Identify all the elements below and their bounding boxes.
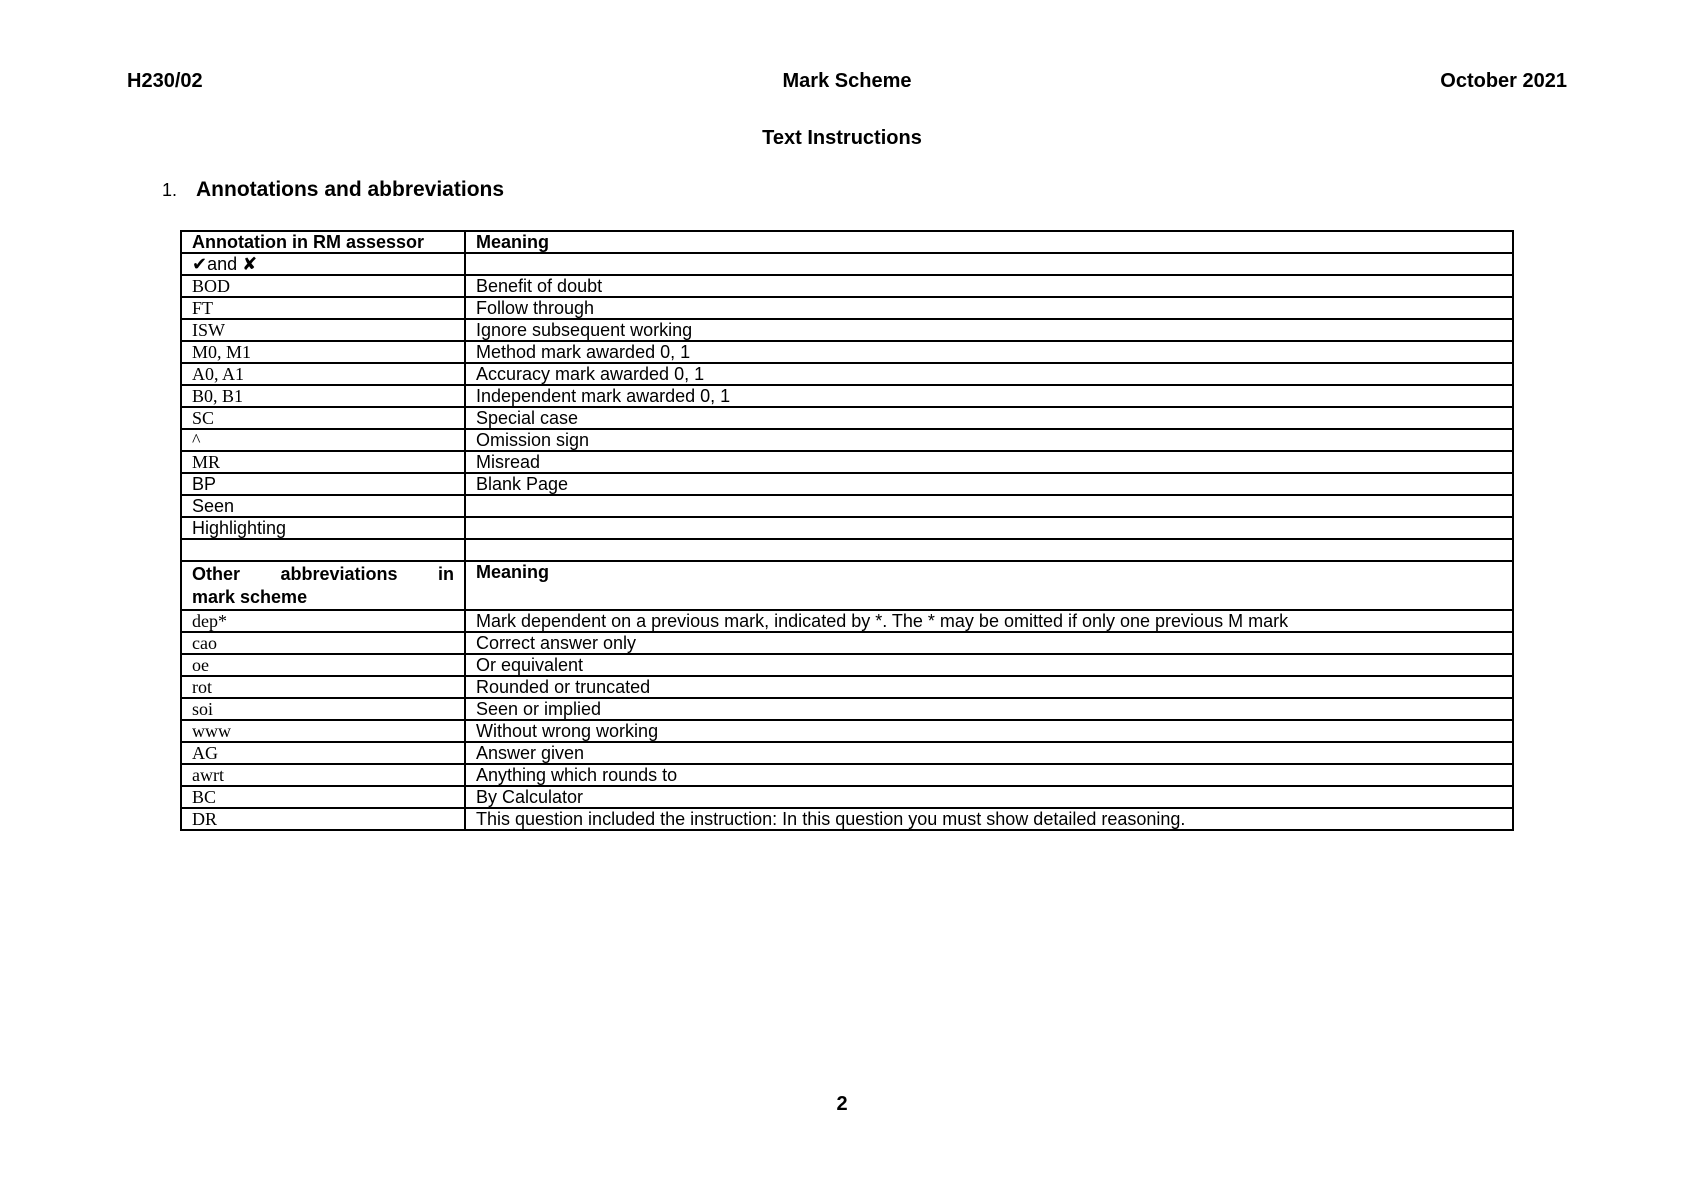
abbreviation-cell: dep* [181, 610, 465, 632]
annotation-cell: A0, A1 [181, 363, 465, 385]
annotation-cell: ^ [181, 429, 465, 451]
column-header-other-abbreviations [181, 561, 465, 610]
header-line: mark scheme [192, 587, 308, 607]
abbreviation-cell: oe [181, 654, 465, 676]
exam-date: October 2021 [1440, 70, 1567, 92]
meaning-cell: By Calculator [465, 786, 1513, 808]
table-row [181, 253, 1513, 275]
meaning-cell: Rounded or truncated [465, 676, 1513, 698]
table-row [181, 385, 1513, 407]
table-row [181, 297, 1513, 319]
meaning-cell: Seen or implied [465, 698, 1513, 720]
meaning-cell [465, 517, 1513, 539]
meaning-cell: Blank Page [465, 473, 1513, 495]
meaning-cell [465, 495, 1513, 517]
meaning-cell: Anything which rounds to [465, 764, 1513, 786]
annotation-cell: BP [181, 473, 465, 495]
table-row [181, 786, 1513, 808]
paper-code: H230/02 [127, 70, 203, 92]
meaning-cell: Answer given [465, 742, 1513, 764]
meaning-cell: Accuracy mark awarded 0, 1 [465, 363, 1513, 385]
abbreviation-cell: BC [181, 786, 465, 808]
table-header-row [181, 231, 1513, 253]
table-row [181, 517, 1513, 539]
abbreviation-cell: awrt [181, 764, 465, 786]
meaning-cell: Follow through [465, 297, 1513, 319]
meaning-cell [465, 539, 1513, 561]
header-line: Other abbreviations in [192, 564, 454, 584]
annotation-cell: SC [181, 407, 465, 429]
section-number: 1. [162, 180, 178, 200]
column-header-meaning: Meaning [465, 231, 1513, 253]
table-row [181, 451, 1513, 473]
table-row [181, 654, 1513, 676]
annotations-table [180, 230, 1514, 831]
meaning-cell: Independent mark awarded 0, 1 [465, 385, 1513, 407]
abbreviation-cell: AG [181, 742, 465, 764]
table-row [181, 610, 1513, 632]
abbreviation-cell: soi [181, 698, 465, 720]
meaning-cell: Or equivalent [465, 654, 1513, 676]
table-row [181, 742, 1513, 764]
page-number: 2 [836, 1093, 848, 1115]
annotation-cell [181, 539, 465, 561]
document-title: Mark Scheme [782, 70, 912, 92]
section-subtitle: Text Instructions [762, 127, 922, 149]
meaning-cell: Misread [465, 451, 1513, 473]
meaning-cell: Benefit of doubt [465, 275, 1513, 297]
table-row [181, 275, 1513, 297]
section-heading [162, 178, 504, 202]
annotation-cell: MR [181, 451, 465, 473]
table-row [181, 319, 1513, 341]
column-header-annotation: Annotation in RM assessor [181, 231, 465, 253]
meaning-cell: This question included the instruction: In this question you must show detailed reasoning. [465, 808, 1513, 830]
annotation-cell: BOD [181, 275, 465, 297]
table-row [181, 407, 1513, 429]
meaning-cell: Omission sign [465, 429, 1513, 451]
table-row [181, 764, 1513, 786]
page-header [127, 70, 1567, 96]
table-row [181, 676, 1513, 698]
abbreviation-cell: cao [181, 632, 465, 654]
meaning-cell: Correct answer only [465, 632, 1513, 654]
table-row-blank [181, 539, 1513, 561]
table-row [181, 473, 1513, 495]
annotation-cell: ISW [181, 319, 465, 341]
annotation-cell: M0, M1 [181, 341, 465, 363]
table-row [181, 698, 1513, 720]
column-header-meaning: Meaning [465, 561, 1513, 610]
table-row [181, 808, 1513, 830]
table-row [181, 429, 1513, 451]
meaning-cell: Without wrong working [465, 720, 1513, 742]
annotation-cell: ✔and ✘ [181, 253, 465, 275]
annotation-cell: Highlighting [181, 517, 465, 539]
section-title: Annotations and abbreviations [196, 178, 505, 201]
annotation-cell: Seen [181, 495, 465, 517]
meaning-cell: Method mark awarded 0, 1 [465, 341, 1513, 363]
meaning-cell: Ignore subsequent working [465, 319, 1513, 341]
table-row [181, 495, 1513, 517]
table-row [181, 720, 1513, 742]
abbreviation-cell: www [181, 720, 465, 742]
abbreviation-cell: rot [181, 676, 465, 698]
meaning-cell: Special case [465, 407, 1513, 429]
meaning-cell: Mark dependent on a previous mark, indicated by *. The * may be omitted if only one previous M mark [465, 610, 1513, 632]
abbreviation-cell: DR [181, 808, 465, 830]
table-header-row [181, 561, 1513, 610]
annotation-cell: FT [181, 297, 465, 319]
table-row [181, 341, 1513, 363]
annotation-cell: B0, B1 [181, 385, 465, 407]
table-row [181, 632, 1513, 654]
table-row [181, 363, 1513, 385]
meaning-cell [465, 253, 1513, 275]
